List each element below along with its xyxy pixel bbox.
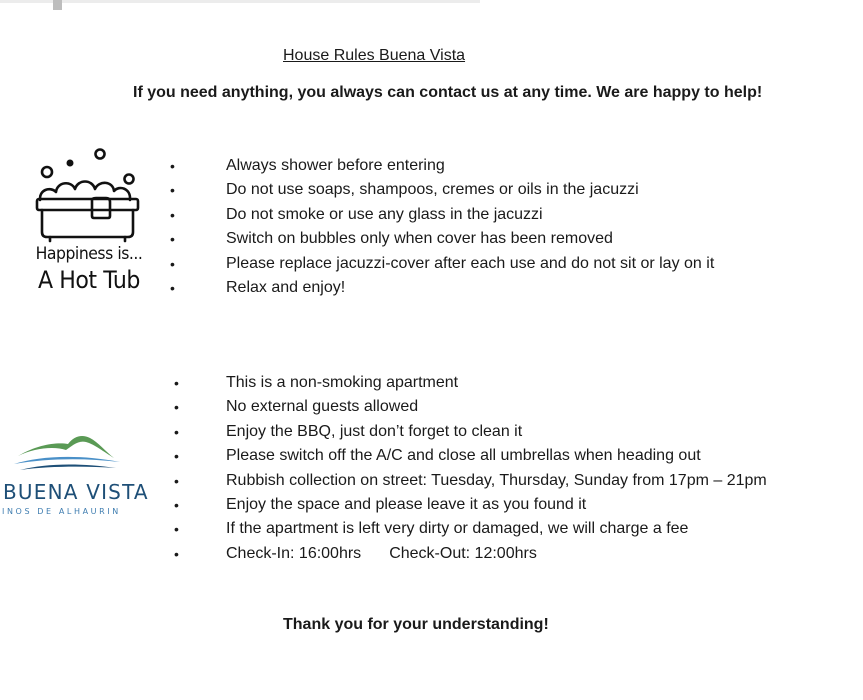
list-item: [0, 227, 714, 251]
apartment-rules-list: [0, 371, 767, 566]
bullet: •: [174, 545, 179, 562]
rule-text: Do not use soaps, shampoos, cremes or oils in the jacuzzi: [226, 181, 639, 199]
thank-you-note: Thank you for your understanding!: [283, 616, 549, 633]
bullet: •: [174, 472, 179, 489]
top-edge-bar: [0, 0, 480, 3]
list-item: [0, 469, 767, 493]
bullet: •: [170, 182, 175, 199]
bullet: •: [174, 399, 179, 416]
bullet: •: [170, 206, 175, 223]
rule-text: Always shower before entering: [226, 157, 445, 174]
bullet: •: [174, 423, 179, 440]
rule-text: Switch on bubbles only when cover has been removed: [226, 230, 613, 248]
bullet: •: [170, 158, 175, 174]
list-item: [0, 203, 714, 227]
list-item: [0, 444, 767, 468]
rule-text: Please switch off the A/C and close all umbrellas when heading out: [226, 447, 701, 465]
rule-text: Relax and enjoy!: [226, 278, 346, 296]
list-item: [0, 178, 714, 202]
checkout-time: Check-Out: 12:00hrs: [389, 544, 537, 562]
list-item: [0, 517, 767, 541]
list-item: [0, 371, 767, 395]
checkin-checkout-item: [0, 542, 767, 566]
page-subtitle: If you need anything, you always can contact us at any time. We are happy to help!: [133, 84, 763, 101]
bullet: •: [174, 496, 179, 513]
rule-text: Enjoy the space and please leave it as you found it: [226, 495, 587, 513]
rule-text: Do not smoke or use any glass in the jacuzzi: [226, 205, 543, 223]
rule-text: No external guests allowed: [226, 398, 419, 416]
checkin-time: Check-In: 16:00hrs: [226, 544, 362, 562]
list-item: [0, 252, 714, 276]
hot-tub-logo-line1: Happiness is...: [35, 244, 143, 264]
hot-tub-rules-list: [0, 154, 714, 300]
rule-text: Enjoy the BBQ, just don’t forget to clean it: [226, 422, 523, 440]
list-item: [0, 420, 767, 444]
rule-text: Please replace jacuzzi-cover after each use and do not sit or lay on it: [226, 254, 715, 272]
list-item: [0, 154, 714, 178]
bullet: •: [174, 448, 179, 465]
rule-text: This is a non-smoking apartment: [226, 374, 459, 391]
list-item: [0, 276, 714, 300]
rule-text: If the apartment is left very dirty or damaged, we will charge a fee: [226, 520, 689, 538]
bullet: •: [170, 231, 175, 248]
list-item: [0, 493, 767, 517]
brand-tagline: INOS DE ALHAURIN: [2, 507, 121, 516]
hot-tub-logo-line2: A Hot Tub: [38, 266, 140, 294]
rule-text: Rubbish collection on street: Tuesday, Thursday, Sunday from 17pm – 21pm: [226, 471, 767, 489]
bullet: •: [170, 279, 175, 296]
bullet: •: [174, 375, 179, 391]
page-title: House Rules Buena Vista: [283, 47, 466, 64]
bullet: •: [174, 521, 179, 538]
list-item: [0, 395, 767, 419]
top-edge-tick: [53, 0, 62, 10]
brand-name: BUENA VISTA: [3, 480, 149, 504]
bullet: •: [170, 255, 175, 272]
